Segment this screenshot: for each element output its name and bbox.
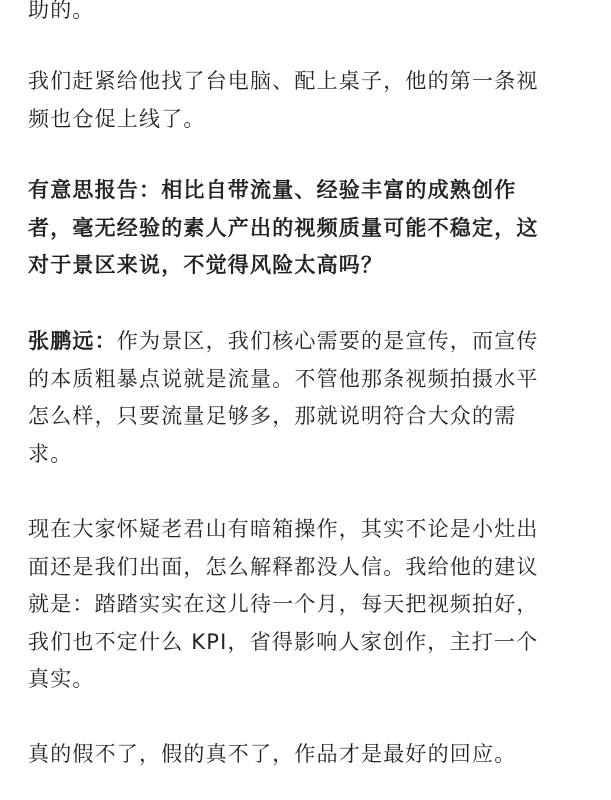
interview-question: [28, 172, 588, 285]
text-line: [28, 323, 588, 361]
paragraph-fragment: [28, 0, 588, 30]
text-line: 真实。: [28, 667, 95, 691]
speaker-label: 张鹏远：: [28, 329, 117, 353]
text-line: 求。: [28, 441, 73, 466]
text-line: 现在大家怀疑老君山有暗箱操作，其实不论是小灶出: [28, 517, 539, 541]
paragraph: [28, 511, 588, 699]
text-line: 助的。: [28, 0, 95, 22]
text-line: 真的假不了，假的真不了，作品才是最好的回应。: [28, 742, 517, 766]
text-line: 者，毫无经验的素人产出的视频质量可能不稳定，这: [28, 215, 539, 240]
text-line: 我们也不定什么 KPI，省得影响人家创作，主打一个: [28, 629, 539, 654]
answer-text: 作为景区，我们核心需要的是宣传，而宣传: [116, 329, 539, 353]
text-line: 我们赶紧给他找了台电脑、配上桌子，他的第一条视: [28, 69, 539, 93]
paragraph: [28, 736, 588, 774]
paragraph: [28, 63, 588, 138]
text-line: 怎么样，只要流量足够多，那就说明符合大众的需: [28, 404, 517, 428]
interview-answer: [28, 323, 588, 473]
text-line: 有意思报告：相比自带流量、经验丰富的成熟创作: [28, 178, 517, 202]
text-line: 就是：踏踏实实在这儿待一个月，每天把视频拍好，: [28, 592, 539, 616]
text-line: 面还是我们出面，怎么解释都没人信。我给他的建议: [28, 554, 539, 579]
text-line: 对于景区来说，不觉得风险太高吗？: [28, 253, 384, 277]
text-line: 频也仓促上线了。: [28, 106, 206, 131]
text-line: 的本质粗暴点说就是流量。不管他那条视频拍摄水平: [28, 366, 539, 391]
